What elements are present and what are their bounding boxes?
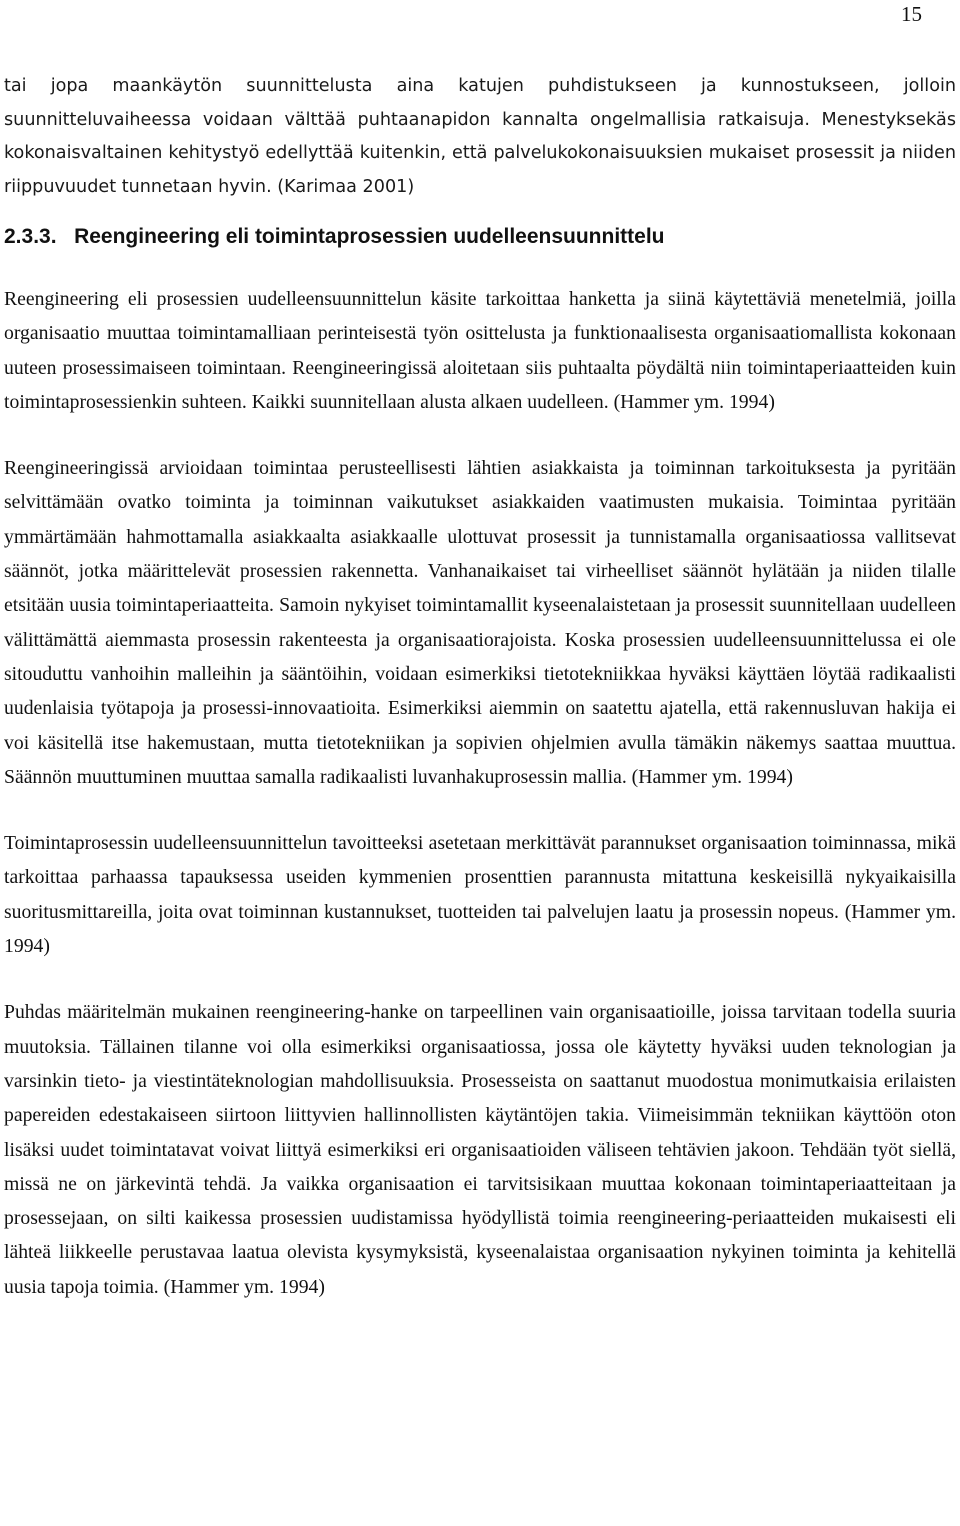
- intro-paragraph: tai jopa maankäytön suunnittelusta aina katujen puhdistukseen ja kunnostukseen, jolloin suunnitteluvaiheessa voidaan välttää puhtaanapidon kannalta ongelmallisia ratkaisuja. Menestyksekäs kokonaisvaltainen kehitystyö edellyttää kuitenkin, että palvelukokonaisuuksien mukaiset prosessit ja niiden riippuvuudet tunnetaan hyvin. (Karimaa 2001): [4, 76, 956, 197]
- page-number: 15: [901, 2, 922, 26]
- body-paragraph-2: Reengineeringissä arvioidaan toimintaa perusteellisesti lähtien asiakkaista ja toiminnan tarkoituksesta ja pyritään selvittämään ovatko toiminta ja toiminnan vaikutukset asiakkaiden vaatimusten mukaisia. Toimintaa pyritään ymmärtämään hahmottamalla asiakkaalta asiakkaalle ulottuvat prosessit ja tunnistamalla organisaatiossa vallitsevat säännöt, jotka määrittelevät prosessien rakennetta. Vanhanaikaiset tai virheelliset säännöt hylätään ja niiden tilalle etsitään uusia toimintaperiaatteita. Samoin nykyiset toimintamallit kyseenalaistetaan ja prosessit suunnitellaan uudelleen välittämättä aiemmasta prosessin rakenteesta ja organisaatiorajoista. Koska prosessien uudelleensuunnittelussa ei ole sitouduttu vanhoihin malleihin ja sääntöihin, voidaan esimerkiksi tietotekniikkaa hyväksi käyttäen löytää radikaalisti uudenlaisia työtapoja ja prosessi-innovaatioita. Esimerkiksi aiemmin on saatettu ajatella, että rakennusluvan hakija ei voi käsitellä itse hakemustaan, mutta tietotekniikan ja sopivien ohjelmien avulla tämäkin näkemys saattaa muuttua. Säännön muuttuminen muuttaa samalla radikaalisti luvanhakuprosessin mallia. (Hammer ym. 1994): [4, 457, 956, 788]
- body-paragraph-4: Puhdas määritelmän mukainen reengineering-hanke on tarpeellinen vain organisaatioille, joissa tarvitaan todella suuria muutoksia. Tällainen tilanne voi olla esimerkiksi organisaatiossa, jossa ole käytetty hyväksi uuden teknologian ja varsinkin tieto- ja viestintäteknologian mahdollisuuksia. Prosesseista on saattanut muodostua monimutkaisia erilaisten papereiden edestakaiseen siirtoon liittyvien hallinnollisten käytäntöjen takia. Viimeisimmän tekniikan käyttöön oton lisäksi uudet toimintatavat voivat liittyä esimerkiksi eri organisaatioiden väliseen tehtävien jakoon. Tehdään työt siellä, missä ne on järkevintä tehdä. Ja vaikka organisaation ei tarvitsisikaan muuttaa kokonaan toimintaperiaatteitaan ja prosessejaan, on silti kaikessa prosessien uudistamissa hyödyllistä toimia reengineering-periaatteiden mukaisesti eli lähteä liikkeelle perustavaa laatua olevista kysymyksistä, kyseenalaistaa organisaation nykyinen toiminta ja kehitellä uusia tapoja toimia. (Hammer ym. 1994): [4, 1001, 956, 1298]
- document-body: [4, 70, 956, 1304]
- body-paragraph-1: Reengineering eli prosessien uudelleensuunnittelun käsite tarkoittaa hanketta ja siinä käytettäviä menetelmiä, joilla organisaatio muuttaa toimintamalliaan perinteisestä työn osittelusta ja funktionaalisesta organisaatiomallista kokonaan uuteen prosessimaiseen toimintaan. Reengineeringissä aloitetaan siis puhtaalta pöydältä niin toimintaperiaatteiden kuin toimintaprosessienkin suhteen. Kaikki suunnitellaan alusta alkaen uudelleen. (Hammer ym. 1994): [4, 288, 956, 413]
- section-number: 2.3.3.: [4, 225, 57, 248]
- section-heading: [4, 220, 956, 253]
- section-title: Reengineering eli toimintaprosessien uudelleensuunnittelu: [74, 225, 665, 248]
- body-paragraph-3: Toimintaprosessin uudelleensuunnittelun tavoitteeksi asetetaan merkittävät parannukset organisaation toiminnassa, mikä tarkoittaa parhaassa tapauksessa useiden kymmenien prosenttien parannusta mitattuna keskeisillä nykyaikaisilla suoritusmittareilla, joita ovat toiminnan kustannukset, tuotteiden tai palvelujen laatu ja prosessin nopeus. (Hammer ym. 1994): [4, 832, 956, 958]
